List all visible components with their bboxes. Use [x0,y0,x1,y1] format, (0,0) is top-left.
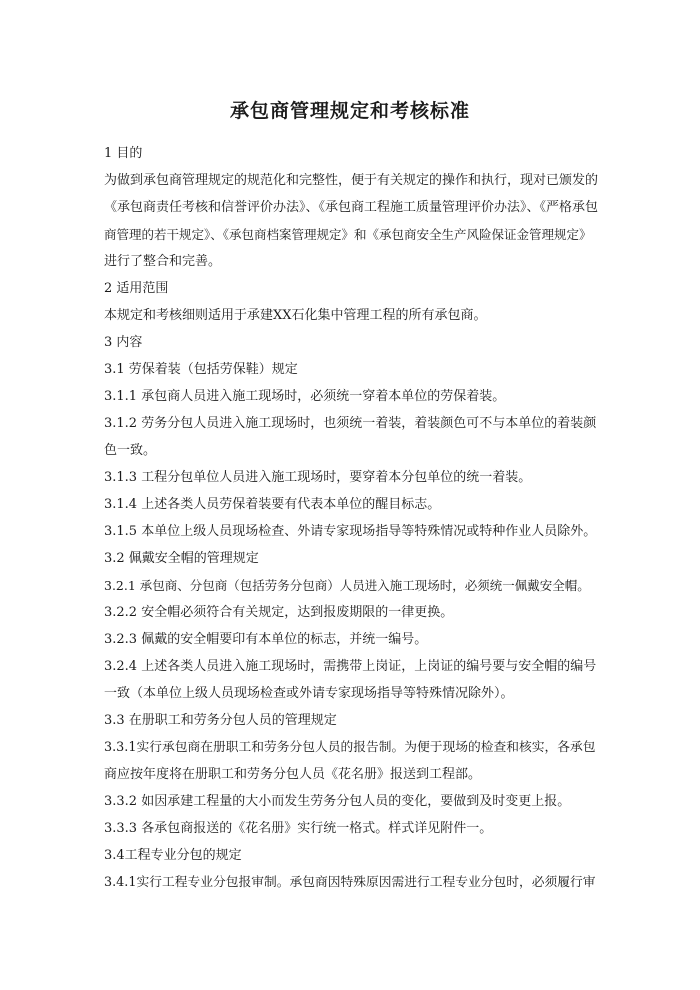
section-heading-content: 3 内容 [104,335,143,350]
paragraph-line: 进行了整合和完善。 [104,254,222,269]
paragraph-line: 《承包商责任考核和信誉评价办法》、《承包商工程施工质量管理评价办法》、《严格承包 [104,200,598,215]
clause-line: 3.2.1 承包商、分包商（包括劳务分包商）人员进入施工现场时，必须统一佩戴安全帽。 [104,578,590,593]
section-heading-purpose: 1 目的 [104,146,143,161]
clause-line: 3.1.4 上述各类人员劳保着装要有代表本单位的醒目标志。 [104,497,441,512]
clause-line: 3.4.1实行工程专业分包报审制。承包商因特殊原因需进行工程专业分包时，必须履行审 [104,875,596,890]
clause-line: 一致（本单位上级人员现场检查或外请专家现场指导等特殊情况除外）。 [104,686,514,701]
document-body [104,140,598,896]
clause-line: 商应按年度将在册职工和劳务分包人员《花名册》报送到工程部。 [104,767,482,782]
clause-line: 3.1.3 工程分包单位人员进入施工现场时，要穿着本分包单位的统一着装。 [104,470,532,485]
subsection-heading: 3.2 佩戴安全帽的管理规定 [104,551,259,566]
clause-line: 3.3.2 如因承建工程量的大小而发生劳务分包人员的变化，要做到及时变更上报。 [104,794,571,809]
clause-line: 3.2.4 上述各类人员进入施工现场时，需携带上岗证，上岗证的编号要与安全帽的编号 [104,659,597,674]
paragraph-line: 为做到承包商管理规定的规范化和完整性，便于有关规定的操作和执行，现对已颁发的 [104,173,598,188]
section-heading-scope: 2 适用范围 [104,281,169,296]
paragraph-line: 本规定和考核细则适用于承建XX石化集中管理工程的所有承包商。 [104,308,487,323]
clause-line: 3.1.1 承包商人员进入施工现场时，必须统一穿着本单位的劳保着装。 [104,389,506,404]
subsection-heading: 3.3 在册职工和劳务分包人员的管理规定 [104,713,337,728]
clause-line: 色一致。 [104,443,157,458]
paragraph-line: 商管理的若干规定》、《承包商档案管理规定》和《承包商安全生产风险保证金管理规定》 [104,227,592,242]
subsection-heading: 3.1 劳保着装（包括劳保鞋）规定 [104,362,298,377]
clause-line: 3.3.3 各承包商报送的《花名册》实行统一格式。样式详见附件一。 [104,821,493,836]
subsection-heading: 3.4工程专业分包的规定 [104,848,242,863]
clause-line: 3.2.2 安全帽必须符合有关规定，达到报废期限的一律更换。 [104,605,454,620]
clause-line: 3.2.3 佩戴的安全帽要印有本单位的标志，并统一编号。 [104,632,428,647]
document-title: 承包商管理规定和考核标准 [229,100,470,122]
clause-line: 3.3.1实行承包商在册职工和劳务分包人员的报告制。为便于现场的检查和核实，各承包 [104,740,596,755]
clause-line: 3.1.5 本单位上级人员现场检查、外请专家现场指导等特殊情况或特种作业人员除外。 [104,524,597,539]
clause-line: 3.1.2 劳务分包人员进入施工现场时，也须统一着装，着装颜色可不与本单位的着装颜 [104,416,597,431]
